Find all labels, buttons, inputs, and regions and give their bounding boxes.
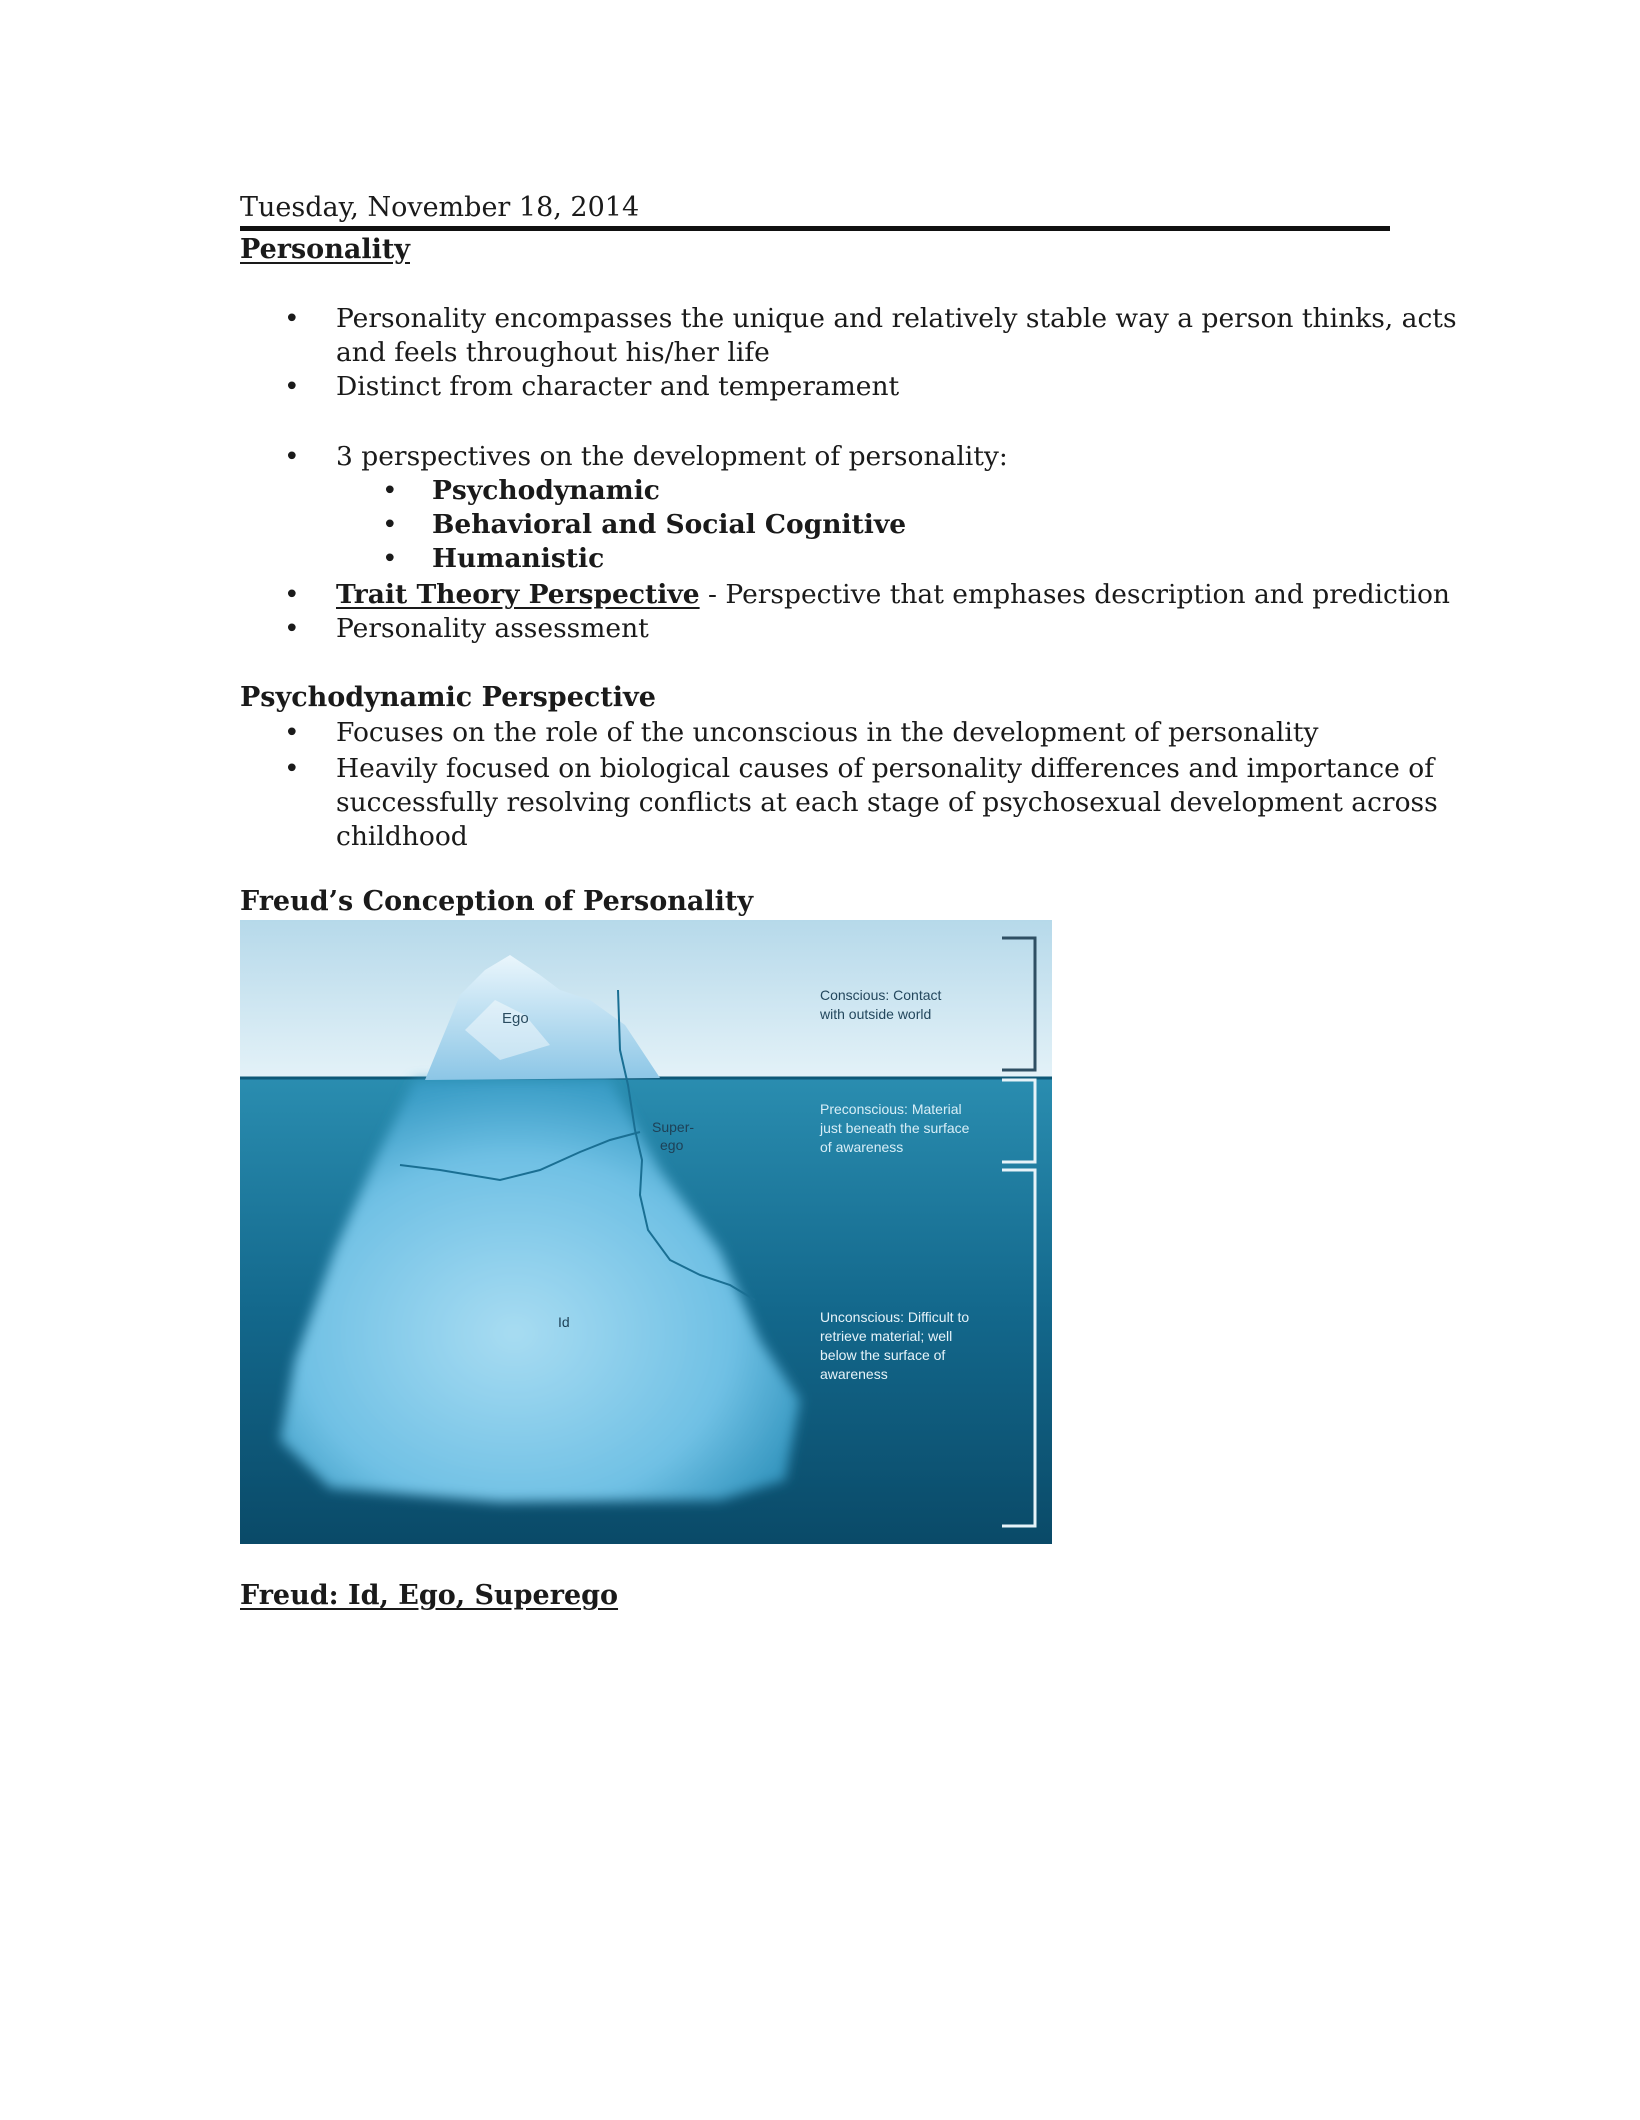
preconscious-label-2: just beneath the surface bbox=[820, 1120, 970, 1136]
perspective-behavioral: Behavioral and Social Cognitive bbox=[432, 509, 907, 540]
bullet-marker: • bbox=[284, 579, 300, 610]
perspective-humanistic: Humanistic bbox=[432, 543, 605, 574]
psychodynamic-bullet-2-line-3: childhood bbox=[336, 821, 468, 852]
date-line: Tuesday, November 18, 2014 bbox=[240, 192, 640, 223]
id-label: Id bbox=[558, 1314, 570, 1330]
psychodynamic-bullet-1: Focuses on the role of the unconscious in the development of personality bbox=[336, 717, 1319, 748]
unconscious-label-3: below the surface of bbox=[820, 1347, 946, 1363]
superego-label-1: Super- bbox=[652, 1119, 695, 1135]
bullet-marker: • bbox=[284, 441, 300, 472]
page-title: Personality bbox=[240, 234, 410, 265]
bullet-marker: • bbox=[382, 509, 398, 540]
psychodynamic-heading: Psychodynamic Perspective bbox=[240, 682, 656, 713]
trait-theory-description: - Perspective that emphases description and prediction bbox=[699, 579, 1450, 610]
unconscious-label-2: retrieve material; well bbox=[820, 1328, 953, 1344]
unconscious-label-4: awareness bbox=[820, 1366, 888, 1382]
psychodynamic-bullet-2-line-1: Heavily focused on biological causes of personality differences and importance of bbox=[336, 753, 1435, 784]
freud-subheading: Freud: Id, Ego, Superego bbox=[240, 1580, 619, 1611]
preconscious-label-1: Preconscious: Material bbox=[820, 1101, 962, 1117]
intro-bullet-1-line-1: Personality encompasses the unique and relatively stable way a person thinks, acts bbox=[336, 303, 1457, 334]
bullet-marker: • bbox=[382, 475, 398, 506]
ego-label: Ego bbox=[502, 1010, 529, 1027]
freud-heading: Freud’s Conception of Personality bbox=[240, 886, 754, 917]
bullet-marker: • bbox=[284, 717, 300, 748]
conscious-label-2: with outside world bbox=[820, 1006, 932, 1022]
conscious-label-1: Conscious: Contact bbox=[820, 987, 942, 1003]
iceberg-diagram bbox=[240, 920, 1052, 1544]
preconscious-label-3: of awareness bbox=[820, 1139, 904, 1155]
superego-label-2: ego bbox=[660, 1137, 684, 1153]
unconscious-label-1: Unconscious: Difficult to bbox=[820, 1309, 970, 1325]
intro-bullet-2: Distinct from character and temperament bbox=[336, 371, 900, 402]
intro-bullet-1-line-2: and feels throughout his/her life bbox=[336, 337, 770, 368]
perspective-psychodynamic: Psychodynamic bbox=[432, 475, 660, 506]
bullet-marker: • bbox=[284, 371, 300, 402]
bullet-marker: • bbox=[284, 753, 300, 784]
assessment-bullet: Personality assessment bbox=[336, 613, 649, 644]
header-rule bbox=[240, 226, 1390, 231]
perspectives-lead: 3 perspectives on the development of personality: bbox=[336, 441, 1008, 472]
bullet-marker: • bbox=[284, 613, 300, 644]
trait-theory-bullet bbox=[336, 578, 1450, 612]
trait-theory-label: Trait Theory Perspective bbox=[336, 579, 700, 610]
bullet-marker: • bbox=[382, 543, 398, 574]
psychodynamic-bullet-2-line-2: successfully resolving conflicts at each stage of psychosexual development across bbox=[336, 787, 1438, 818]
bullet-marker: • bbox=[284, 303, 300, 334]
